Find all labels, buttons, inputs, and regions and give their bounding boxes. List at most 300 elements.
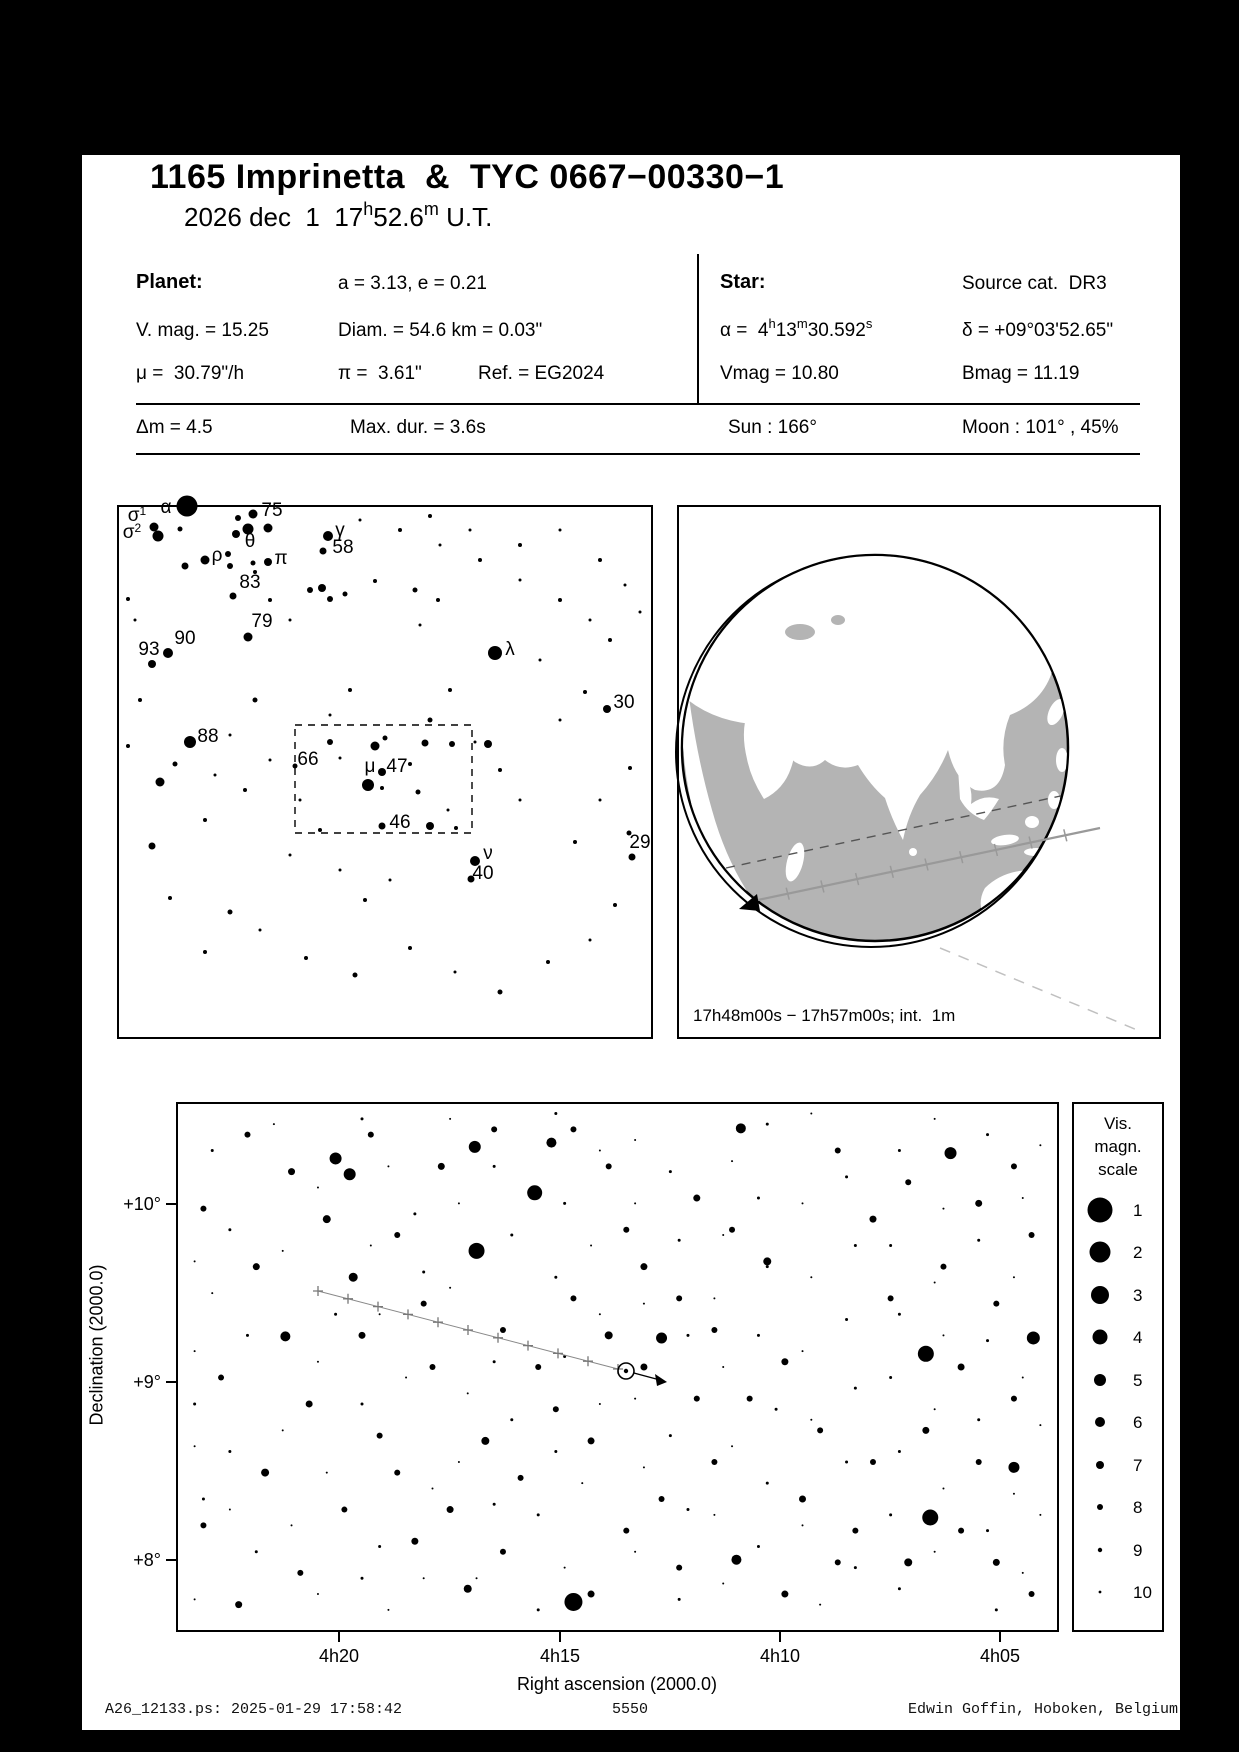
main-star-dot	[581, 1482, 583, 1484]
finder-star-dot	[138, 698, 142, 702]
finder-star-label: 40	[472, 863, 494, 884]
finder-star-dot	[408, 762, 412, 766]
main-star-dot	[747, 1396, 753, 1402]
main-star-dot	[643, 1303, 645, 1305]
main-star-dot	[244, 1132, 250, 1138]
main-star-dot	[229, 1509, 231, 1511]
finder-star-dot	[416, 790, 421, 795]
main-star-dot	[722, 1234, 724, 1236]
main-star-dot	[898, 1149, 901, 1152]
main-star-dot	[810, 1113, 812, 1115]
main-star-dot	[421, 1301, 427, 1307]
finder-star-dot	[173, 762, 178, 767]
datetime-text: 2026 dec 1 17	[184, 202, 364, 232]
finder-star-dot	[228, 910, 233, 915]
legend-mag-dot	[1095, 1417, 1105, 1427]
finder-star-dot	[230, 593, 237, 600]
main-star-dot	[634, 1551, 636, 1553]
legend-mag-label: 7	[1133, 1456, 1143, 1475]
main-star-dot	[500, 1327, 506, 1333]
main-star-dot	[934, 1282, 936, 1284]
ra-min: 13	[775, 320, 797, 341]
finder-star-dot	[546, 960, 550, 964]
main-star-dot	[546, 1138, 556, 1148]
main-star-dot	[280, 1331, 290, 1341]
main-star-dot	[898, 1587, 901, 1590]
main-star-dot	[1039, 1424, 1041, 1426]
main-star-dot	[527, 1185, 542, 1200]
main-star-dot	[413, 1212, 416, 1215]
main-star-dot	[757, 1545, 760, 1548]
main-star-dot	[898, 1313, 901, 1316]
main-star-dot	[766, 1123, 769, 1126]
finder-star-dot	[603, 705, 611, 713]
main-star-dot	[889, 1244, 892, 1247]
finder-star-label: ρ	[211, 545, 223, 566]
x-axis-title: Right ascension (2000.0)	[516, 1674, 718, 1694]
globe-time-caption: 17h48m00s − 17h57m00s; int. 1m	[693, 1006, 956, 1025]
main-star-dot	[676, 1295, 682, 1301]
main-star-dot	[476, 1577, 478, 1579]
main-star-dot	[634, 1139, 636, 1141]
main-star-dot	[588, 1437, 595, 1444]
main-star-dot	[510, 1234, 513, 1237]
finder-star-dot	[232, 530, 240, 538]
datetime-minutes: 52.6	[373, 202, 424, 232]
event-datetime	[184, 199, 493, 233]
main-star-dot	[458, 1202, 460, 1204]
main-star-dot	[261, 1469, 269, 1477]
main-star-dot	[1011, 1163, 1017, 1169]
main-star-dot	[731, 1445, 733, 1447]
finder-star-dot	[243, 788, 247, 792]
finder-star-dot	[474, 741, 477, 744]
finder-star-dot	[264, 524, 273, 533]
legend-mag-label: 10	[1133, 1583, 1152, 1602]
star-vmag: Vmag = 10.80	[720, 363, 839, 384]
main-star-dot	[711, 1327, 717, 1333]
finder-star-dot	[519, 579, 522, 582]
finder-star-dot	[253, 698, 258, 703]
main-star-dot	[918, 1346, 934, 1362]
main-star-dot	[729, 1227, 735, 1233]
finder-star-dot	[484, 740, 492, 748]
finder-star-dot	[299, 799, 302, 802]
main-star-dot	[869, 1216, 876, 1223]
x-axis-tick-label: 4h20	[318, 1646, 360, 1666]
finder-star-dot	[126, 597, 130, 601]
main-star-dot	[889, 1376, 892, 1379]
sun-elongation: Sun : 166°	[728, 417, 817, 438]
x-axis-tick-label: 4h10	[759, 1646, 801, 1666]
main-star-dot	[934, 1118, 936, 1120]
main-star-dot	[669, 1434, 672, 1437]
main-star-dot	[1013, 1276, 1015, 1278]
main-star-dot	[1029, 1591, 1035, 1597]
datetime-ut: U.T.	[438, 202, 493, 232]
planet-motion: μ = 30.79"/h	[136, 363, 245, 384]
legend-mag-dot	[1088, 1198, 1113, 1223]
finder-star-dot	[380, 786, 384, 790]
main-star-dot	[431, 1487, 433, 1489]
finder-star-dot	[589, 939, 592, 942]
main-star-dot	[713, 1514, 715, 1516]
finder-star-label: 30	[613, 692, 635, 713]
finder-star-dot	[307, 587, 313, 593]
main-star-dot	[469, 1243, 485, 1259]
main-star-dot	[922, 1427, 929, 1434]
main-star-dot	[554, 1276, 557, 1279]
star-source-catalog: Source cat. DR3	[962, 273, 1107, 294]
main-star-dot	[370, 1245, 372, 1247]
globe-external-dashed	[940, 948, 1142, 1032]
asteroid-path-time-tick	[553, 1348, 563, 1358]
legend-mag-dot	[1090, 1242, 1111, 1263]
main-star-dot	[394, 1232, 400, 1238]
legend-title-line1: Vis.	[1103, 1114, 1133, 1133]
table-rule-bottom	[136, 453, 1140, 455]
legend-mag-label: 2	[1133, 1243, 1143, 1262]
finder-star-dot	[478, 558, 482, 562]
globe-track-arrow	[739, 894, 760, 911]
main-star-dot	[326, 1472, 328, 1474]
finder-star-label: π	[274, 548, 288, 569]
finder-star-label: $\sigma^2$	[122, 521, 142, 543]
main-star-dot	[379, 1313, 381, 1315]
main-star-dot	[253, 1263, 260, 1270]
main-star-dot	[713, 1297, 715, 1299]
main-star-dot	[493, 1165, 496, 1168]
main-star-dot	[942, 1208, 944, 1210]
finder-star-dot	[348, 688, 352, 692]
main-star-dot	[493, 1360, 496, 1363]
main-star-dot	[200, 1206, 206, 1212]
finder-star-dot	[339, 757, 342, 760]
finder-star-dot	[168, 896, 172, 900]
hour-superscript: h	[363, 199, 374, 219]
finder-star-dot	[539, 659, 542, 662]
finder-star-label: 46	[389, 812, 411, 833]
legend-mag-dot	[1094, 1374, 1106, 1386]
star-bmag: Bmag = 11.19	[962, 363, 1080, 384]
main-star-dot	[835, 1148, 841, 1154]
main-star-dot	[722, 1582, 724, 1584]
main-star-dot	[599, 1403, 601, 1405]
main-star-dot	[193, 1402, 196, 1405]
globe-land-borneo	[1025, 816, 1039, 828]
main-star-dot	[246, 1334, 249, 1337]
x-axis-tick-label: 4h05	[979, 1646, 1021, 1666]
y-axis-tick-label: +10°	[123, 1194, 161, 1214]
main-star-dot	[564, 1593, 582, 1611]
finder-star-dot	[178, 527, 183, 532]
finder-star-dot	[251, 561, 256, 566]
legend-mag-dot	[1098, 1548, 1102, 1552]
main-star-dot	[422, 1270, 425, 1273]
finder-star-dot	[304, 956, 308, 960]
finder-star-dot	[447, 809, 450, 812]
page-title: 1165 Imprinetta & TYC 0667−00330−1	[150, 158, 785, 196]
main-star-dot	[387, 1609, 389, 1611]
main-star-dot	[1013, 1493, 1015, 1495]
ra-s-sup: s	[865, 316, 873, 331]
globe-lake-aral	[831, 615, 845, 625]
finder-star-dot	[629, 854, 636, 861]
star-heading: Star:	[720, 271, 766, 293]
finder-star-dot	[428, 718, 433, 723]
finder-star-dot	[203, 818, 207, 822]
planet-parallax: π = 3.61"	[338, 363, 422, 384]
main-star-dot	[464, 1585, 472, 1593]
asteroid-path-time-tick	[463, 1325, 473, 1335]
main-star-dot	[194, 1598, 196, 1600]
finder-star-label: 75	[261, 500, 283, 521]
main-star-dot	[1027, 1331, 1040, 1344]
magnitude-drop: Δm = 4.5	[136, 417, 213, 438]
asteroid-path-time-tick	[583, 1356, 593, 1366]
main-star-dot	[554, 1112, 557, 1115]
main-star-dot	[291, 1524, 293, 1526]
finder-star-dot	[413, 588, 418, 593]
main-star-dot	[605, 1331, 613, 1339]
finder-star-label: 90	[174, 628, 196, 649]
finder-star-dot	[177, 496, 198, 517]
main-star-dot	[904, 1558, 912, 1566]
asteroid-path-time-tick	[373, 1302, 383, 1312]
main-star-dot	[481, 1437, 489, 1445]
main-star-dot	[599, 1150, 601, 1152]
finder-star-dot	[182, 563, 189, 570]
finder-star-dot	[559, 529, 562, 532]
finder-star-label: 79	[251, 611, 273, 632]
legend-mag-label: 3	[1133, 1286, 1143, 1305]
main-star-dot	[378, 1545, 381, 1548]
finder-star-dot	[269, 759, 272, 762]
finder-star-label: ν	[483, 843, 493, 864]
main-star-dot	[553, 1406, 559, 1412]
main-star-dot	[942, 1334, 944, 1336]
y-axis-title: Declination (2000.0)	[86, 1264, 107, 1426]
main-star-dot	[977, 1418, 980, 1421]
finder-star-dot	[559, 719, 562, 722]
planet-heading: Planet:	[136, 271, 203, 293]
main-star-dot	[368, 1132, 374, 1138]
legend-mag-label: 1	[1133, 1201, 1143, 1220]
main-star-dot	[211, 1149, 214, 1152]
main-star-dot	[317, 1186, 319, 1188]
main-star-dot	[228, 1228, 231, 1231]
main-star-dot	[693, 1195, 700, 1202]
main-star-dot	[940, 1264, 946, 1270]
finder-detail-area-box	[295, 725, 472, 833]
main-star-dot	[500, 1549, 506, 1555]
main-star-dot	[449, 1118, 451, 1120]
finder-star-dot	[589, 619, 592, 622]
main-star-dot	[1022, 1377, 1024, 1379]
main-star-dot	[802, 1350, 804, 1352]
finder-star-dot	[428, 514, 432, 518]
main-star-dot	[623, 1227, 629, 1233]
finder-star-dot	[379, 823, 386, 830]
main-star-dot	[588, 1591, 595, 1598]
main-star-dot	[736, 1123, 746, 1133]
finder-star-dot	[235, 515, 241, 521]
main-star-dot	[623, 1528, 629, 1534]
table-column-divider	[697, 254, 699, 405]
finder-star-dot	[244, 633, 253, 642]
minute-superscript: m	[423, 199, 439, 219]
finder-star-dot	[318, 584, 326, 592]
main-star-dot	[349, 1273, 358, 1282]
finder-star-dot	[371, 742, 380, 751]
finder-star-dot	[134, 619, 137, 622]
main-star-dot	[993, 1301, 999, 1307]
main-star-dot	[411, 1538, 418, 1545]
legend-border	[1073, 1103, 1163, 1631]
main-star-dot	[535, 1364, 541, 1370]
main-star-dot	[537, 1513, 540, 1516]
finder-star-dot	[448, 688, 452, 692]
main-star-dot	[686, 1508, 689, 1511]
main-star-dot	[845, 1318, 848, 1321]
main-star-dot	[228, 1450, 231, 1453]
finder-star-label: 83	[239, 572, 261, 593]
finder-star-label: λ	[505, 639, 515, 660]
finder-star-dot	[148, 660, 156, 668]
main-star-dot	[845, 1461, 848, 1464]
finder-star-dot	[289, 619, 292, 622]
main-star-dot	[640, 1263, 647, 1270]
main-star-dot	[202, 1498, 205, 1501]
finder-star-label: $\sigma^1$	[127, 504, 147, 526]
main-star-dot	[1008, 1462, 1019, 1473]
main-star-dot	[958, 1364, 965, 1371]
finder-star-dot	[558, 598, 562, 602]
main-star-dot	[802, 1524, 804, 1526]
legend-mag-label: 9	[1133, 1541, 1143, 1560]
main-star-dot	[757, 1334, 760, 1337]
main-star-dot	[802, 1202, 804, 1204]
finder-star-label: θ	[244, 531, 256, 552]
finder-star-dot	[408, 946, 412, 950]
main-star-dot	[423, 1577, 425, 1579]
main-star-dot	[678, 1598, 681, 1601]
legend-mag-label: 6	[1133, 1413, 1143, 1432]
main-star-dot	[570, 1126, 576, 1132]
finder-star-dot	[454, 826, 458, 830]
main-star-dot	[273, 1123, 275, 1125]
main-star-dot	[942, 1487, 944, 1489]
main-star-dot	[341, 1507, 347, 1513]
finder-star-dot	[362, 779, 374, 791]
target-star-dot	[624, 1369, 628, 1373]
main-star-dot	[986, 1133, 989, 1136]
finder-star-dot	[436, 598, 440, 602]
finder-star-dot	[598, 558, 602, 562]
main-star-dot	[1039, 1144, 1041, 1146]
footer-filename-timestamp: A26_12133.ps: 2025-01-29 17:58:42	[105, 1701, 403, 1718]
finder-star-dot	[378, 768, 386, 776]
main-star-dot	[731, 1555, 741, 1565]
main-star-dot	[429, 1364, 435, 1370]
main-star-dot	[889, 1513, 892, 1516]
main-star-dot	[799, 1496, 806, 1503]
finder-star-dot	[264, 558, 272, 566]
finder-star-label: 47	[386, 756, 408, 777]
main-star-dot	[763, 1257, 771, 1265]
finder-star-dot	[573, 840, 577, 844]
main-star-dot	[518, 1475, 524, 1481]
ra-h-sup: h	[768, 316, 776, 331]
finder-star-dot	[383, 736, 388, 741]
main-star-dot	[288, 1168, 295, 1175]
main-star-dot	[554, 1450, 557, 1453]
main-star-dot	[317, 1593, 319, 1595]
finder-star-dot	[389, 879, 392, 882]
main-star-dot	[334, 1313, 337, 1316]
finder-star-dot	[628, 766, 632, 770]
main-star-dot	[757, 1197, 760, 1200]
main-star-dot	[898, 1450, 901, 1453]
finder-star-dot	[163, 648, 173, 658]
main-star-dot	[1022, 1197, 1024, 1199]
finder-star-label: 66	[297, 749, 319, 770]
main-star-dot	[854, 1244, 857, 1247]
legend-mag-label: 5	[1133, 1371, 1143, 1390]
asteroid-path-time-tick	[493, 1333, 503, 1343]
main-star-dot	[986, 1339, 989, 1342]
finder-star-dot	[184, 736, 196, 748]
asteroid-path-time-tick	[313, 1286, 323, 1296]
finder-star-dot	[150, 523, 159, 532]
finder-star-dot	[318, 828, 322, 832]
main-star-dot	[669, 1170, 672, 1173]
finder-star-dot	[339, 869, 342, 872]
main-star-dot	[977, 1239, 980, 1242]
main-star-dot	[606, 1163, 612, 1169]
footer-page-number: 5550	[611, 1701, 649, 1718]
ra-m-sup: m	[796, 316, 808, 331]
finder-star-label: 93	[138, 639, 160, 660]
main-star-dot	[781, 1591, 788, 1598]
finder-star-label: 88	[197, 726, 219, 747]
planet-orbit-elements: a = 3.13, e = 0.21	[338, 273, 487, 294]
main-star-dot	[449, 1287, 451, 1289]
main-star-dot	[282, 1429, 284, 1431]
main-star-dot	[394, 1470, 400, 1476]
finder-star-dot	[227, 563, 233, 569]
main-star-dot	[467, 1392, 469, 1394]
finder-star-dot	[353, 973, 358, 978]
main-star-dot	[643, 1466, 645, 1468]
main-star-dot	[810, 1419, 812, 1421]
main-star-dot	[835, 1559, 841, 1565]
ra-text: α = 4	[720, 320, 769, 341]
finder-star-dot	[519, 799, 522, 802]
finder-star-dot	[613, 903, 617, 907]
main-star-dot	[359, 1332, 366, 1339]
main-star-dot	[590, 1245, 592, 1247]
legend-mag-dot	[1093, 1330, 1108, 1345]
finder-star-label: 29	[629, 832, 651, 853]
finder-star-dot	[599, 799, 602, 802]
finder-star-dot	[359, 519, 362, 522]
main-star-dot	[491, 1126, 497, 1132]
main-star-dot	[634, 1398, 636, 1400]
main-star-dot	[361, 1577, 364, 1580]
main-star-dot	[854, 1387, 857, 1390]
motion-arrow-head	[655, 1374, 667, 1386]
